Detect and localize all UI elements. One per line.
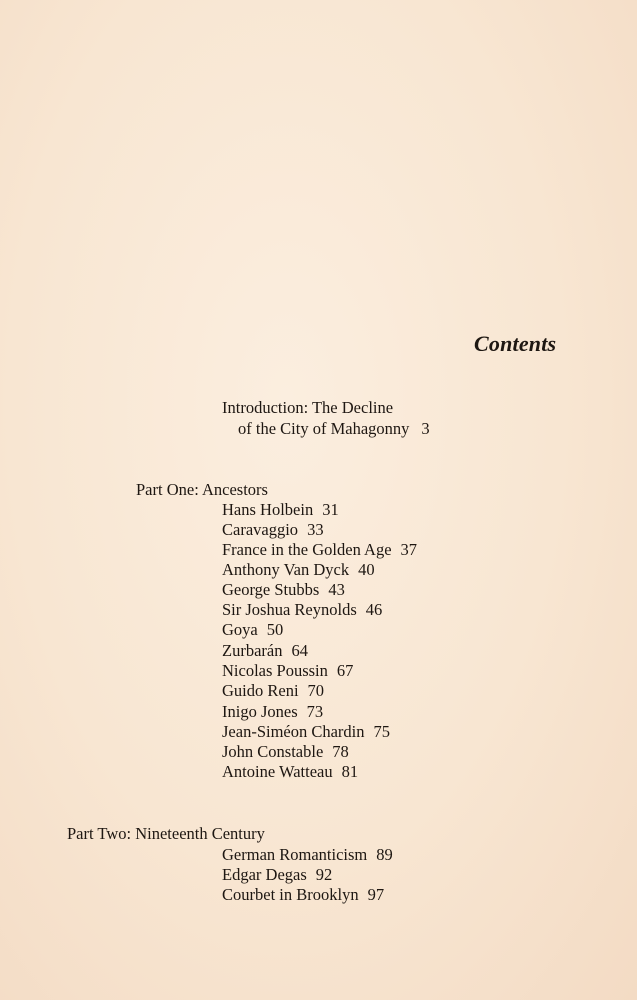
toc-entry-title: Caravaggio [222, 520, 299, 539]
toc-entry [222, 722, 390, 742]
toc-page-number: 3 [421, 419, 430, 438]
toc-page-number: 37 [400, 540, 418, 559]
toc-entry [222, 500, 339, 520]
toc-entry-title: German Romanticism [222, 845, 368, 864]
toc-page-number: 67 [336, 661, 354, 680]
page-title: Contents [474, 331, 557, 356]
toc-entry [222, 641, 308, 661]
toc-entry [222, 845, 393, 865]
toc-entry-title: George Stubbs [222, 580, 320, 599]
toc-entry-title: John Constable [222, 742, 324, 761]
toc-page-number: 78 [332, 742, 349, 761]
toc-entry-introduction [222, 398, 393, 418]
part-heading: Part One: Ancestors [136, 480, 268, 499]
toc-entry [222, 540, 417, 560]
toc-page-number: 50 [266, 620, 284, 639]
part-heading: Part Two: Nineteenth Century [67, 824, 265, 843]
toc-entry [222, 865, 332, 885]
toc-entry-title: Introduction: The Decline [222, 398, 394, 417]
toc-page-number: 73 [306, 702, 324, 721]
toc-entry-title: of the City of Mahagonny [238, 419, 410, 438]
toc-entry-title: Sir Joshua Reynolds [222, 600, 357, 619]
toc-entry [222, 560, 375, 580]
toc-page-number: 31 [322, 500, 339, 519]
toc-page-number: 97 [367, 885, 385, 904]
toc-entry-title: Hans Holbein [222, 500, 314, 519]
toc-page-number: 89 [376, 845, 393, 864]
toc-entry-title: Antoine Watteau [222, 762, 333, 781]
toc-entry-title: Jean-Siméon Chardin [222, 722, 365, 741]
toc-entry-title: France in the Golden Age [222, 540, 392, 559]
toc-entry [222, 600, 382, 620]
toc-entry-title: Nicolas Poussin [222, 661, 328, 680]
toc-page-number: 92 [315, 865, 333, 884]
toc-entry-title: Guido Reni [222, 681, 299, 700]
toc-entry [222, 885, 384, 905]
toc-entry-title: Zurbarán [222, 641, 283, 660]
toc-entry [222, 580, 345, 600]
toc-page-number: 70 [307, 681, 325, 700]
toc-entry-title: Edgar Degas [222, 865, 307, 884]
toc-entry-title: Courbet in Brooklyn [222, 885, 359, 904]
toc-entry-title: Anthony Van Dyck [222, 560, 350, 579]
toc-page-number: 75 [373, 722, 391, 741]
toc-entry-title: Inigo Jones [222, 702, 298, 721]
toc-entry [222, 681, 324, 701]
toc-page-number: 43 [328, 580, 345, 599]
toc-entry [222, 762, 358, 782]
toc-page-number: 81 [341, 762, 359, 781]
toc-entry [222, 702, 323, 722]
toc-entry-title: Goya [222, 620, 258, 639]
toc-page-number: 64 [291, 641, 308, 660]
toc-page-number: 33 [307, 520, 324, 539]
toc-entry [222, 620, 283, 640]
toc-entry [222, 661, 353, 681]
toc-entry [222, 742, 349, 762]
toc-entry-introduction-cont [238, 419, 430, 439]
toc-page-number: 46 [365, 600, 383, 619]
toc-entry [222, 520, 324, 540]
toc-page-number: 40 [358, 560, 375, 579]
